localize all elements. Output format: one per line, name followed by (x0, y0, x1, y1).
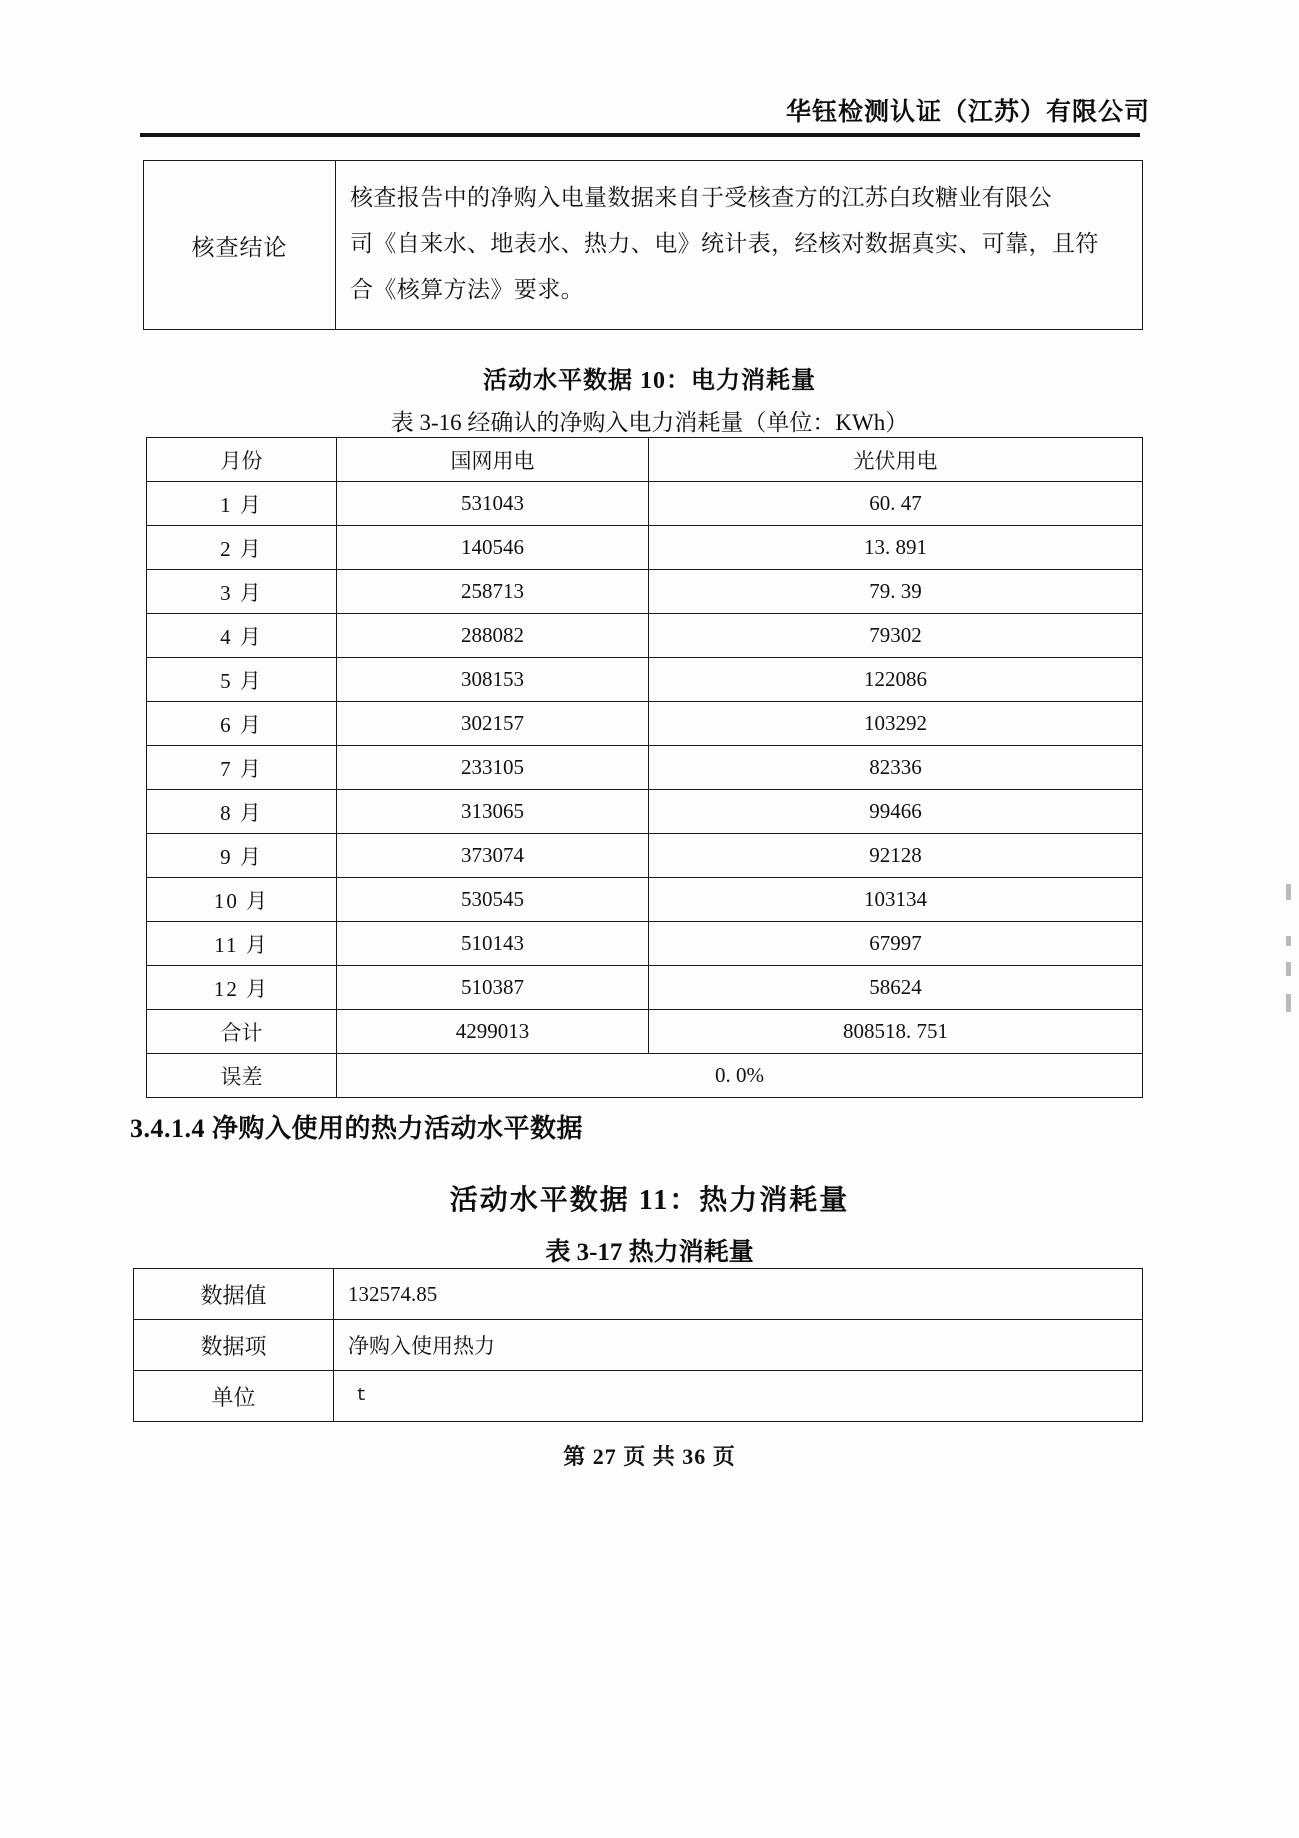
cell-grid-power: 510143 (337, 922, 649, 966)
conclusion-label: 核查结论 (144, 161, 336, 330)
heat-consumption-table (133, 1268, 1143, 1422)
cell-month: 7 月 (147, 746, 337, 790)
table-row (134, 1269, 1143, 1320)
table-3-16-caption: 表 3-16 经确认的净购入电力消耗量（单位：KWh） (390, 410, 909, 435)
table-row (147, 702, 1143, 746)
section-heading-3-4-1-4: 3.4.1.4 净购入使用的热力活动水平数据 (130, 1114, 584, 1143)
cell-grid-power: 313065 (337, 790, 649, 834)
cell-pv-power: 92128 (649, 834, 1143, 878)
cell-field-value: 净购入使用热力 (334, 1320, 1143, 1371)
cell-month: 2 月 (147, 526, 337, 570)
cell-pv-power: 82336 (649, 746, 1143, 790)
page-header-company: 华钰检测认证（江苏）有限公司 (785, 99, 1150, 126)
cell-pv-power: 60. 47 (649, 482, 1143, 526)
cell-pv-power: 58624 (649, 966, 1143, 1010)
cell-field-label: 数据值 (134, 1269, 334, 1320)
column-header-pv-power: 光伏用电 (649, 438, 1143, 482)
table-row (147, 482, 1143, 526)
table-row (147, 658, 1143, 702)
cell-grid-power: 510387 (337, 966, 649, 1010)
cell-grid-power: 258713 (337, 570, 649, 614)
cell-pv-power: 13. 891 (649, 526, 1143, 570)
cell-month: 8 月 (147, 790, 337, 834)
cell-pv-power: 79302 (649, 614, 1143, 658)
table-row (147, 922, 1143, 966)
cell-month: 5 月 (147, 658, 337, 702)
cell-total-label: 合计 (147, 1010, 337, 1054)
cell-pv-power: 122086 (649, 658, 1143, 702)
cell-grid-power: 140546 (337, 526, 649, 570)
cell-field-label: 单位 (134, 1371, 334, 1422)
cell-grid-power: 233105 (337, 746, 649, 790)
conclusion-line-3: 合《核算方法》要求。 (350, 277, 584, 302)
table-row (134, 1320, 1143, 1371)
cell-grid-power: 530545 (337, 878, 649, 922)
table-error-row (147, 1054, 1143, 1098)
conclusion-line-2: 司《自来水、地表水、热力、电》统计表，经核对数据真实、可靠，且符 (350, 231, 1099, 256)
scan-edge-mark (1286, 936, 1291, 946)
electricity-consumption-table (146, 437, 1143, 1098)
cell-pv-power: 103292 (649, 702, 1143, 746)
cell-month: 12 月 (147, 966, 337, 1010)
column-header-month: 月份 (147, 438, 337, 482)
table-row (147, 790, 1143, 834)
scan-edge-mark (1286, 884, 1291, 900)
conclusion-body (336, 161, 1143, 330)
table-row (147, 878, 1143, 922)
conclusion-line-1: 核查报告中的净购入电量数据来自于受核查方的江苏白玫糖业有限公 (350, 185, 1052, 210)
cell-month: 6 月 (147, 702, 337, 746)
cell-field-label: 数据项 (134, 1320, 334, 1371)
table-row (144, 161, 1143, 330)
table-row (147, 966, 1143, 1010)
table-header-row (147, 438, 1143, 482)
cell-total-grid-power: 4299013 (337, 1010, 649, 1054)
activity-data-11-title: 活动水平数据 11：热力消耗量 (449, 1185, 850, 1216)
table-row (147, 834, 1143, 878)
cell-pv-power: 67997 (649, 922, 1143, 966)
cell-error-value: 0. 0% (337, 1054, 1143, 1098)
cell-month: 4 月 (147, 614, 337, 658)
table-total-row (147, 1010, 1143, 1054)
cell-error-label: 误差 (147, 1054, 337, 1098)
cell-grid-power: 302157 (337, 702, 649, 746)
scan-edge-mark (1286, 962, 1291, 976)
table-3-17-caption: 表 3-17 热力消耗量 (545, 1239, 754, 1266)
cell-pv-power: 79. 39 (649, 570, 1143, 614)
cell-total-pv-power: 808518. 751 (649, 1010, 1143, 1054)
cell-grid-power: 531043 (337, 482, 649, 526)
cell-month: 9 月 (147, 834, 337, 878)
table-row (147, 746, 1143, 790)
cell-month: 3 月 (147, 570, 337, 614)
cell-pv-power: 99466 (649, 790, 1143, 834)
verification-conclusion-table (143, 160, 1143, 330)
table-row (147, 570, 1143, 614)
cell-field-value: t (334, 1371, 1143, 1422)
scan-edge-mark (1286, 994, 1291, 1012)
cell-month: 10 月 (147, 878, 337, 922)
cell-grid-power: 308153 (337, 658, 649, 702)
column-header-grid-power: 国网用电 (337, 438, 649, 482)
activity-data-10-title: 活动水平数据 10：电力消耗量 (483, 368, 816, 394)
table-row (134, 1371, 1143, 1422)
page-footer: 第 27 页 共 36 页 (563, 1444, 736, 1469)
cell-grid-power: 288082 (337, 614, 649, 658)
table-row (147, 526, 1143, 570)
cell-month: 11 月 (147, 922, 337, 966)
cell-field-value: 132574.85 (334, 1269, 1143, 1320)
header-divider-rule (140, 133, 1140, 137)
table-row (147, 614, 1143, 658)
cell-month: 1 月 (147, 482, 337, 526)
cell-pv-power: 103134 (649, 878, 1143, 922)
cell-grid-power: 373074 (337, 834, 649, 878)
